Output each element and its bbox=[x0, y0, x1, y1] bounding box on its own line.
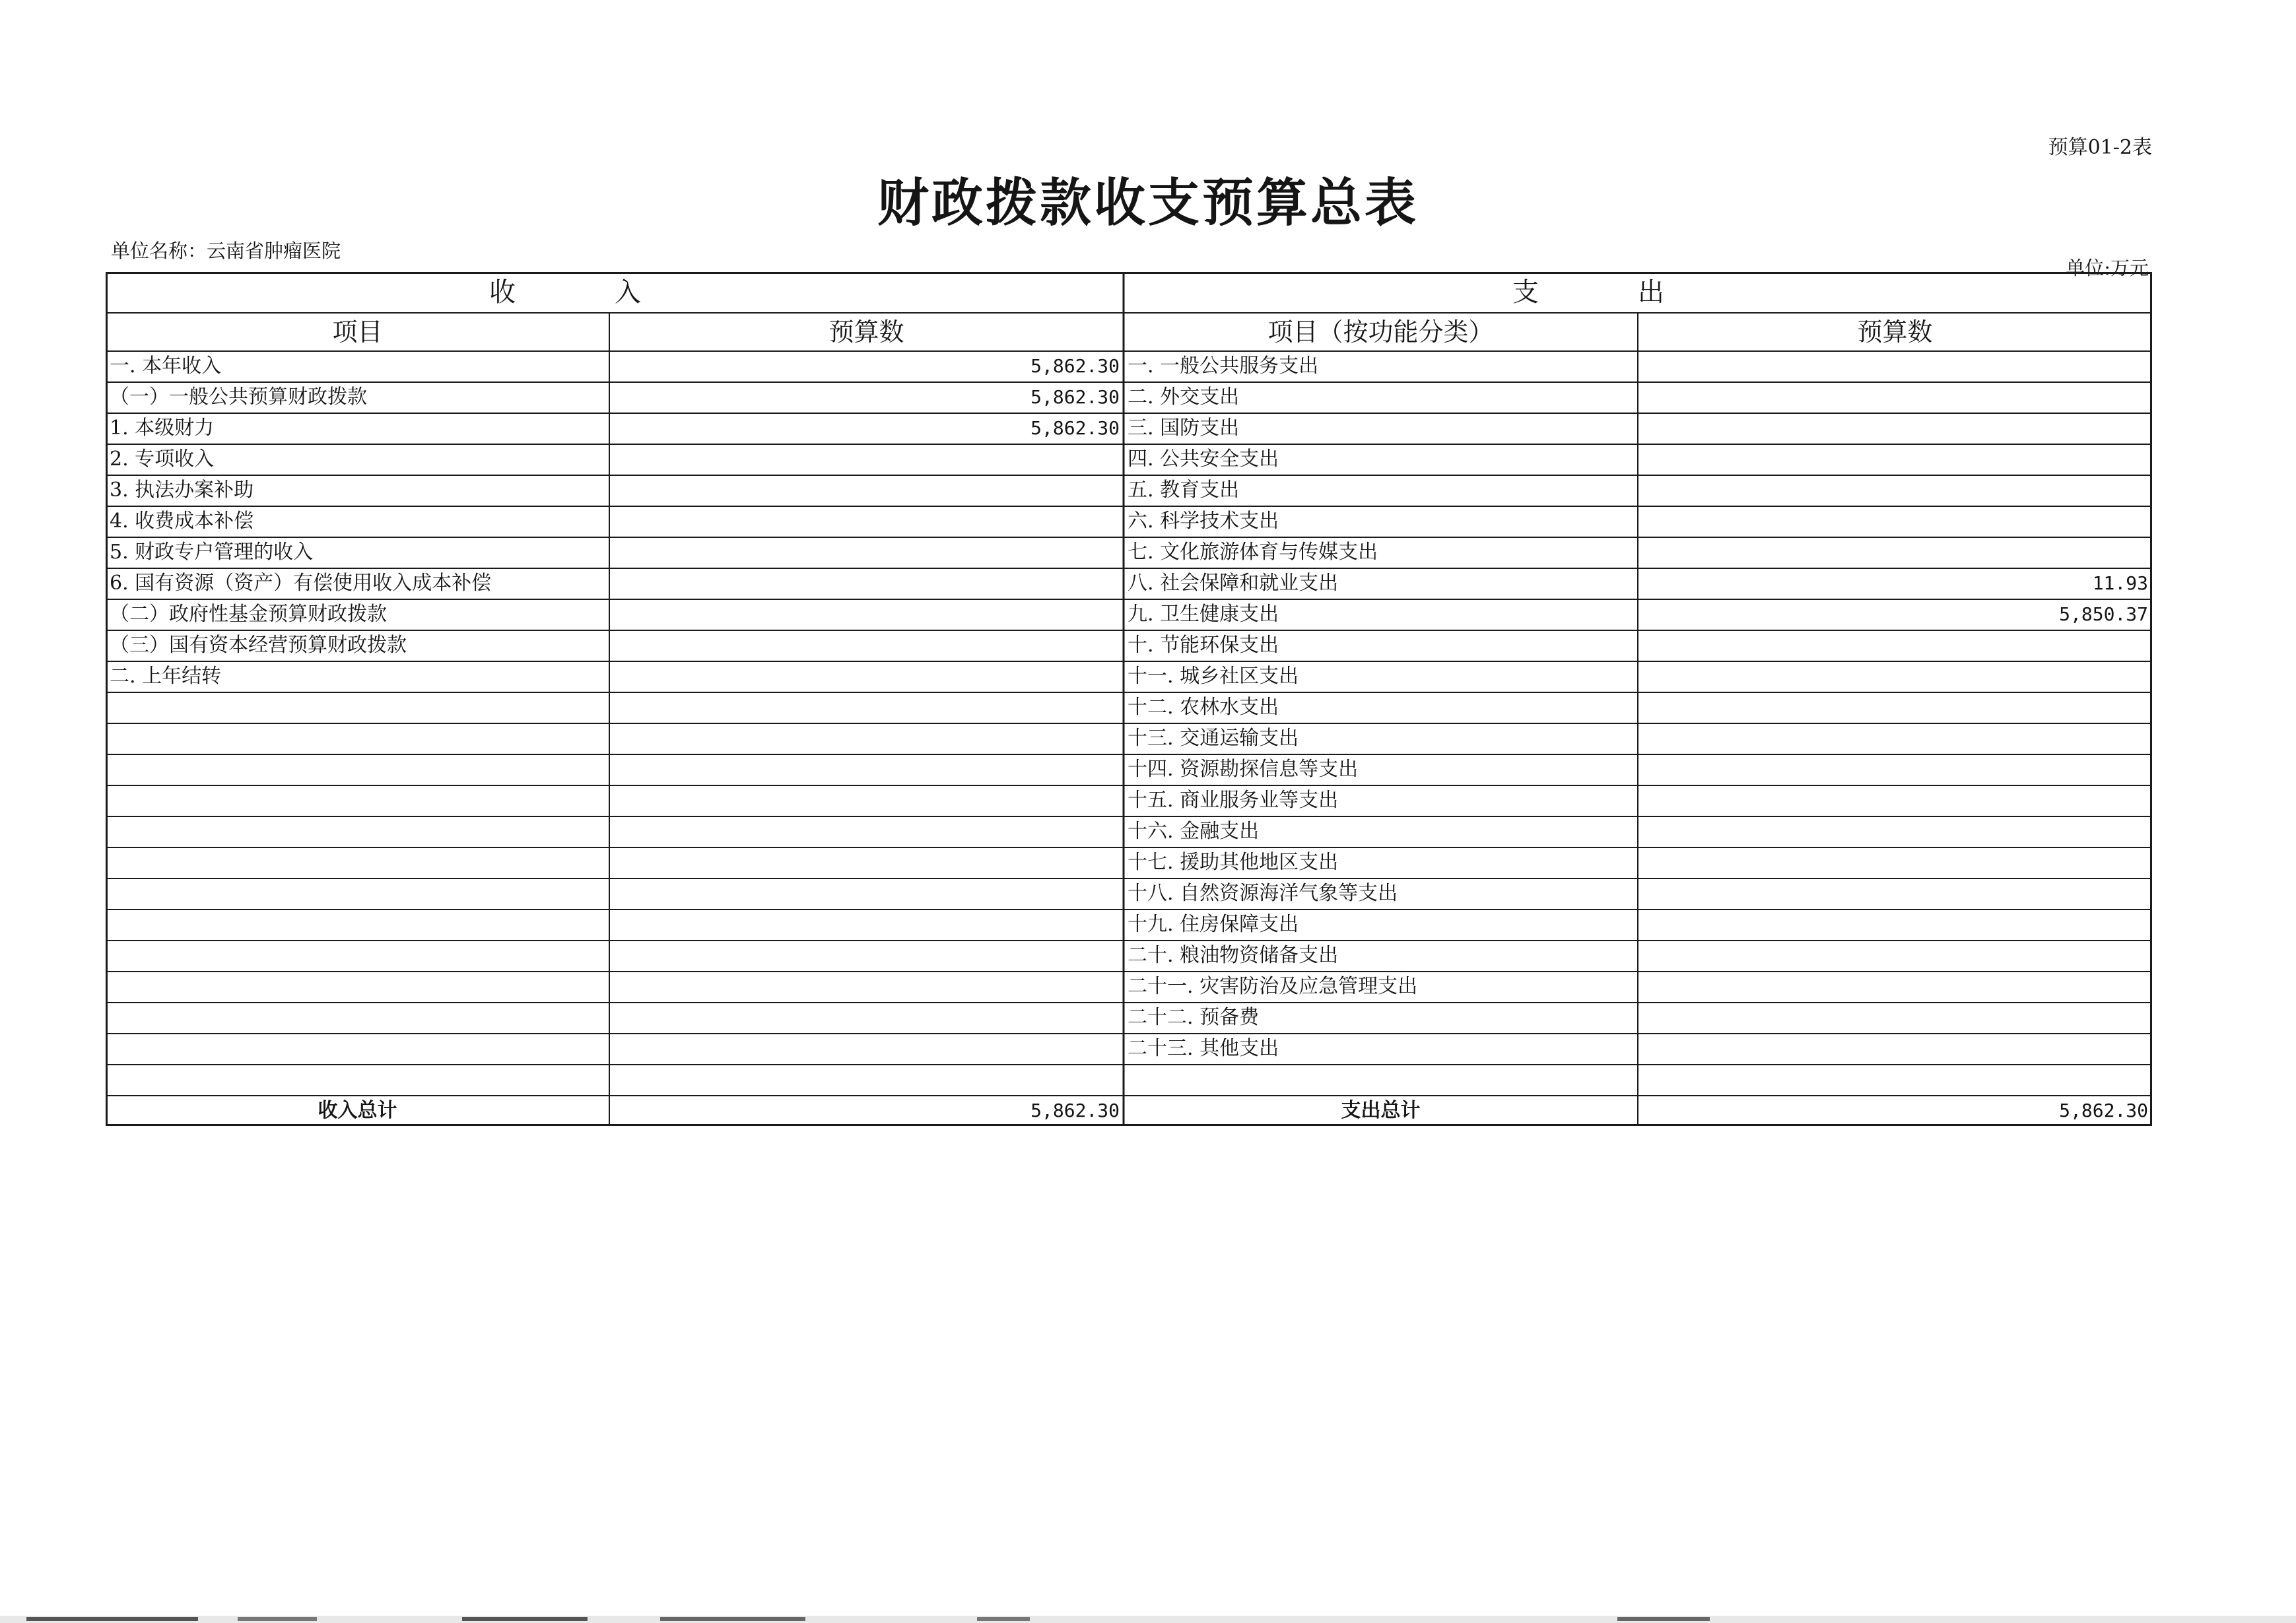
expense-row-item: 二. 外交支出 bbox=[1128, 385, 1240, 409]
income-row-amount bbox=[609, 659, 1124, 693]
expense-row-item: 十一. 城乡社区支出 bbox=[1128, 665, 1299, 688]
expense-amount-column-header: 预算数 bbox=[1857, 317, 1933, 347]
income-row-amount bbox=[609, 473, 1124, 507]
expense-row-amount bbox=[1638, 659, 2152, 693]
expense-row-amount bbox=[1638, 752, 2152, 786]
expense-row-item: 七. 文化旅游体育与传媒支出 bbox=[1128, 541, 1378, 564]
expense-row-item: 十. 节能环保支出 bbox=[1128, 634, 1279, 657]
currency-unit: 单位:万元 bbox=[2066, 257, 2149, 279]
expense-row-amount bbox=[1638, 442, 2152, 476]
expense-row-amount bbox=[1638, 1001, 2152, 1034]
expense-row-amount bbox=[1638, 970, 2152, 1003]
expense-row-item: 五. 教育支出 bbox=[1128, 479, 1240, 502]
income-row-amount bbox=[609, 597, 1124, 631]
expense-row-amount bbox=[1638, 690, 2152, 724]
expense-row-amount: 11.93 bbox=[2092, 572, 2148, 594]
income-row-amount bbox=[609, 566, 1124, 600]
income-section-header: 收入 bbox=[489, 277, 740, 308]
income-row-amount bbox=[609, 628, 1124, 662]
expense-row-amount bbox=[1638, 411, 2152, 445]
expense-row-item: 二十三. 其他支出 bbox=[1128, 1037, 1279, 1060]
expense-row-item: 一. 一般公共服务支出 bbox=[1128, 354, 1319, 378]
expense-item-column-header: 项目（按功能分类） bbox=[1267, 317, 1494, 347]
expense-row-item: 十七. 援助其他地区支出 bbox=[1128, 851, 1339, 874]
expense-row-amount bbox=[1638, 349, 2152, 383]
expense-row-amount bbox=[1638, 1032, 2152, 1065]
expense-row-amount bbox=[1638, 535, 2152, 569]
income-row-amount: 5,862.30 bbox=[1030, 355, 1120, 377]
income-row-item: 4. 收费成本补偿 bbox=[110, 510, 254, 533]
form-number: 预算01-2表 bbox=[2048, 136, 2152, 159]
income-row-amount bbox=[609, 504, 1124, 538]
scan-edge-marks bbox=[0, 1604, 2296, 1623]
expense-row-item: 八. 社会保障和就业支出 bbox=[1128, 572, 1339, 595]
expense-row-item: 二十一. 灾害防治及应急管理支出 bbox=[1128, 975, 1418, 998]
expense-row-item: 九. 卫生健康支出 bbox=[1128, 603, 1279, 626]
income-row-item: 3. 执法办案补助 bbox=[110, 479, 254, 502]
income-amount-column-header: 预算数 bbox=[828, 317, 904, 347]
expense-row-amount bbox=[1638, 504, 2152, 538]
income-row-amount: 5,862.30 bbox=[1030, 386, 1120, 408]
income-row-amount bbox=[609, 535, 1124, 569]
expense-row-amount bbox=[1638, 814, 2152, 848]
budget-table bbox=[106, 272, 2152, 1126]
expense-row-item: 十四. 资源勘探信息等支出 bbox=[1128, 758, 1359, 781]
expense-row-amount bbox=[1638, 380, 2152, 414]
expense-row-item: 三. 国防支出 bbox=[1128, 416, 1240, 440]
income-row-item: 一. 本年收入 bbox=[110, 354, 222, 378]
income-total-amount: 5,862.30 bbox=[1030, 1100, 1120, 1121]
expense-row-amount bbox=[1638, 939, 2152, 972]
expense-total-label: 支出总计 bbox=[1341, 1099, 1421, 1122]
document-title: 财政拨款收支预算总表 bbox=[877, 173, 1419, 233]
income-row-item: 2. 专项收入 bbox=[110, 447, 215, 471]
income-row-amount: 5,862.30 bbox=[1030, 417, 1120, 439]
expense-row-item: 十六. 金融支出 bbox=[1128, 820, 1260, 843]
expense-row-item: 十三. 交通运输支出 bbox=[1128, 727, 1299, 750]
income-row-item: （三）国有资本经营预算财政拨款 bbox=[110, 634, 407, 657]
expense-row-item: 十二. 农林水支出 bbox=[1128, 696, 1279, 719]
expense-row-item: 十五. 商业服务业等支出 bbox=[1128, 789, 1339, 812]
expense-row-amount: 5,850.37 bbox=[2059, 603, 2148, 625]
expense-row-item: 十八. 自然资源海洋气象等支出 bbox=[1128, 882, 1398, 905]
expense-row-amount bbox=[1638, 877, 2152, 910]
income-item-column-header: 项目 bbox=[332, 317, 383, 347]
income-row-item: （二）政府性基金预算财政拨款 bbox=[110, 603, 387, 626]
income-total-label: 收入总计 bbox=[318, 1099, 397, 1122]
expense-row-item: 二十二. 预备费 bbox=[1128, 1006, 1260, 1029]
expense-row-amount bbox=[1638, 721, 2152, 755]
expense-row-amount bbox=[1638, 908, 2152, 941]
income-row-item: 二. 上年结转 bbox=[110, 665, 222, 688]
expense-row-amount bbox=[1638, 628, 2152, 662]
expense-row-amount bbox=[1638, 783, 2152, 817]
expense-row-item: 六. 科学技术支出 bbox=[1128, 510, 1279, 533]
income-row-item: 1. 本级财力 bbox=[110, 416, 215, 440]
unit-name: 单位名称：云南省肿瘤医院 bbox=[111, 240, 341, 262]
expense-section-header: 支出 bbox=[1512, 277, 1763, 308]
expense-row-item: 十九. 住房保障支出 bbox=[1128, 913, 1299, 936]
income-row-item: （一）一般公共预算财政拨款 bbox=[110, 385, 367, 409]
expense-row-item: 四. 公共安全支出 bbox=[1128, 447, 1279, 471]
expense-row-amount bbox=[1638, 845, 2152, 879]
income-row-item: 5. 财政专户管理的收入 bbox=[110, 541, 314, 564]
expense-row-item: 二十. 粮油物资储备支出 bbox=[1128, 944, 1339, 967]
income-row-item: 6. 国有资源（资产）有偿使用收入成本补偿 bbox=[110, 572, 492, 595]
expense-row-amount bbox=[1638, 473, 2152, 507]
income-row-amount bbox=[609, 442, 1124, 476]
expense-total-amount: 5,862.30 bbox=[2059, 1100, 2148, 1121]
